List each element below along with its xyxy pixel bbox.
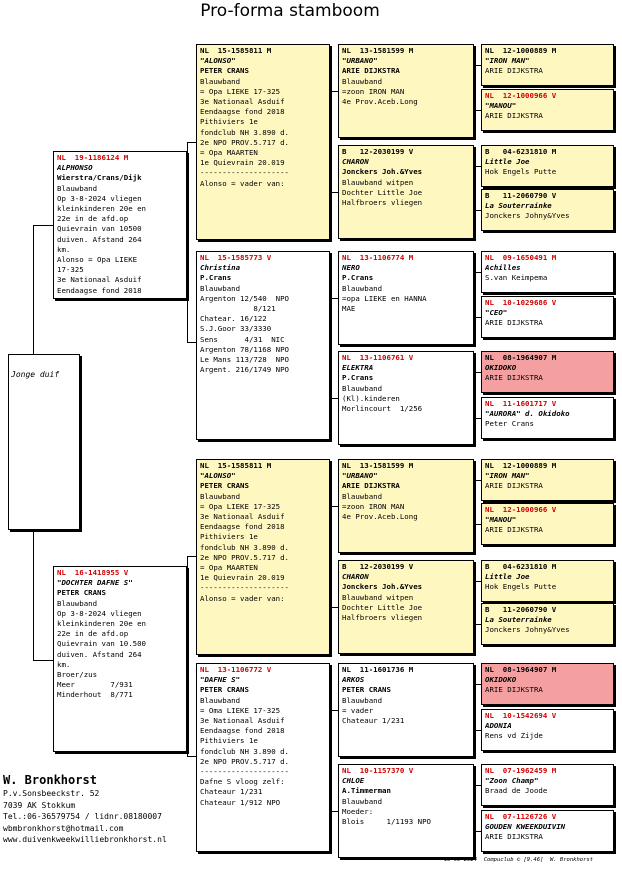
connector-line: [33, 660, 53, 661]
ring-number: NL 12-1000889 M: [485, 46, 557, 55]
connector-line: [475, 317, 481, 318]
pedigree-line: ADONIA: [485, 721, 512, 731]
pedigree-line: Blauwband: [342, 796, 383, 806]
pedigree-line: "MANOU": [485, 515, 517, 525]
pedigree-line: ARKOS: [342, 675, 365, 685]
ring-number: B 11-2060790 V: [485, 191, 557, 200]
connector-line: [475, 418, 481, 419]
ring-number: NL 08-1964907 M: [485, 665, 557, 674]
ring-number: NL 16-1418955 V: [57, 568, 129, 577]
pedigree-line: = vader: [342, 705, 374, 715]
pedigree-line: km.: [57, 659, 71, 669]
pedigree-line: ARIE DIJKSTRA: [485, 373, 543, 383]
pedigree-line: NERO: [342, 263, 360, 273]
ancestors-box: [481, 764, 614, 806]
connector-line: [475, 730, 481, 731]
parents-box: [53, 151, 187, 299]
ring-number: NL 08-1964907 M: [485, 353, 557, 362]
pedigree-line: Pithiviers 1e: [200, 532, 258, 542]
pedigree-line: Blauwband: [342, 695, 383, 705]
pedigree-line: Blauwband witpen: [342, 177, 414, 187]
connector-line: [187, 756, 196, 757]
pedigree-line: Little Joe: [485, 157, 530, 167]
connector-line: [331, 298, 338, 299]
connector-line: [475, 166, 476, 211]
page-title: Pro-forma stamboom: [200, 1, 380, 21]
connector-line: [475, 372, 481, 373]
pedigree-line: Jonckers Joh.&Yves: [342, 582, 423, 592]
ring-number: NL 13-1106761 V: [342, 353, 414, 362]
greatgrandparents-box: [338, 663, 474, 757]
pedigree-line: = Opa LIEKE 17-325: [200, 86, 281, 96]
pedigree-line: Pithiviers 1e: [200, 736, 258, 746]
pedigree-line: = Oma LIEKE 17-325: [200, 705, 281, 715]
pedigree-line: 2e NPO PROV.5.717 d.: [200, 756, 289, 766]
pedigree-line: ARIE DIJKSTRA: [342, 66, 400, 76]
ring-number: B 12-2030199 V: [342, 147, 414, 156]
pedigree-line: Alonso = vader van:: [200, 593, 285, 603]
ring-number: NL 15-1585773 V: [200, 253, 272, 262]
pedigree-line: Braad de Joode: [485, 786, 548, 796]
ring-number: NL 12-1000889 M: [485, 461, 557, 470]
pedigree-line: "DOCHTER DAFNE S": [57, 578, 133, 588]
ancestors-box: [481, 251, 614, 293]
pedigree-line: ARIE DIJKSTRA: [485, 685, 543, 695]
pedigree-line: Dochter Little Joe: [342, 602, 423, 612]
pedigree-line: ARIE DIJKSTRA: [485, 66, 543, 76]
pedigree-line: "IRON MAN": [485, 471, 530, 481]
ring-number: NL 13-1106774 M: [342, 253, 414, 262]
connector-line: [475, 684, 476, 731]
connector-line: [475, 272, 481, 273]
pedigree-line: Blauwband: [57, 598, 98, 608]
pedigree-line: 3e Nationaal Asduif: [200, 97, 285, 107]
ancestors-box: [481, 560, 614, 602]
pedigree-line: A.Timmerman: [342, 786, 391, 796]
pedigree-line: PETER CRANS: [200, 685, 249, 695]
pedigree-line: --------------------: [200, 767, 289, 777]
ring-number: NL 07-1126726 V: [485, 812, 557, 821]
owner-line: 7039 AK Stokkum: [3, 800, 76, 810]
owner-line: www.duivenkweekwilliebronkhorst.nl: [3, 835, 167, 844]
pedigree-line: Little Joe: [485, 572, 530, 582]
pedigree-line: Le Mans 113/728 NPO: [200, 355, 289, 365]
connector-line: [187, 342, 196, 343]
pedigree-line: OKIDOKO: [485, 675, 517, 685]
pedigree-line: "URBANO": [342, 471, 378, 481]
pedigree-line: Chateaur 1/231: [200, 787, 263, 797]
pedigree-line: Eendaagse fond 2018: [57, 285, 142, 295]
grandparents-box: [196, 459, 330, 655]
connector-line: [331, 811, 338, 812]
pedigree-line: Sens 4/31 NIC: [200, 334, 285, 344]
pedigree-line: duiven. Afstand 264: [57, 234, 142, 244]
pedigree-line: "AURORA" d. Okidoko: [485, 409, 570, 419]
pedigree-line: ARIE DIJKSTRA: [342, 481, 400, 491]
connector-line: [187, 142, 196, 143]
pedigree-line: =opa LIEKE en HANNA: [342, 293, 427, 303]
ring-number: B 04-6231810 M: [485, 562, 557, 571]
connector-line: [475, 480, 476, 525]
pedigree-line: Blauwband: [200, 695, 241, 705]
pedigree-line: 2e NPO PROV.5.717 d.: [200, 552, 289, 562]
pedigree-line: Eendaagse fond 2018: [200, 107, 285, 117]
pedigree-line: Blauwband: [57, 183, 98, 193]
connector-line: [475, 210, 481, 211]
connector-line: [187, 142, 188, 342]
pedigree-line: 3e Nationaal Asduif: [200, 716, 285, 726]
pedigree-line: Christina: [200, 263, 241, 273]
pedigree-line: Broer/zus: [57, 670, 98, 680]
greatgrandparents-box: [338, 145, 474, 239]
pedigree-line: = Opa MAARTEN: [200, 148, 258, 158]
pedigree-line: La Souterrainke: [485, 615, 552, 625]
pedigree-line: = Opa MAARTEN: [200, 563, 258, 573]
pedigree-line: S.J.Goor 33/3330: [200, 324, 272, 334]
owner-line: wbmbronkhorst@hotmail.com: [3, 823, 124, 833]
connector-line: [187, 556, 196, 557]
pedigree-line: 8/121: [200, 304, 276, 314]
connector-line: [331, 506, 338, 507]
pedigree-line: Blauwband: [342, 76, 383, 86]
pedigree-line: =zoon IRON MAN: [342, 501, 405, 511]
pedigree-line: 17-325: [57, 265, 84, 275]
connector-line: [187, 556, 188, 756]
pedigree-line: Hok Engels Putte: [485, 582, 557, 592]
connector-line: [475, 65, 476, 111]
pedigree-line: --------------------: [200, 168, 289, 178]
connector-line: [475, 110, 481, 111]
ring-number: NL 13-1581599 M: [342, 46, 414, 55]
ancestors-box: [481, 603, 614, 645]
pedigree-line: Blauwband: [200, 76, 241, 86]
pedigree-line: ELEKTRA: [342, 363, 374, 373]
pedigree-line: Jonckers Johny&Yves: [485, 625, 570, 635]
pedigree-line: Argenton 12/540 NPO: [200, 293, 289, 303]
pedigree-line: "DAFNE S": [200, 675, 241, 685]
ring-number: NL 15-1585811 M: [200, 46, 272, 55]
pedigree-line: P.Crans: [200, 273, 232, 283]
owner-block: [3, 772, 167, 846]
grandparents-box: [196, 663, 330, 852]
pedigree-line: Blauwband: [200, 491, 241, 501]
pedigree-line: duiven. Afstand 264: [57, 649, 142, 659]
pedigree-line: "Zoon Champ": [485, 776, 539, 786]
pedigree-line: --------------------: [200, 583, 289, 593]
pedigree-line: Eendaagse fond 2018: [200, 726, 285, 736]
pedigree-line: Achilles: [485, 263, 521, 273]
pedigree-line: Quievrain van 10500: [57, 224, 142, 234]
pedigree-line: 1e Quievrain 20.019: [200, 573, 285, 583]
pedigree-line: kleinkinderen 20e en: [57, 204, 146, 214]
connector-line: [475, 785, 476, 832]
pedigree-line: Rens vd Zijde: [485, 731, 543, 741]
connector-line: [33, 530, 34, 660]
connector-line: [331, 398, 338, 399]
pedigree-line: kleinkinderen 20e en: [57, 619, 146, 629]
connector-line: [33, 225, 34, 354]
connector-line: [475, 272, 476, 318]
ancestors-box: [481, 663, 614, 705]
subject-box: Jonge duif: [8, 354, 80, 530]
greatgrandparents-box: [338, 251, 474, 345]
owner-line: P.v.Sonsbeeckstr. 52: [3, 789, 100, 798]
pedigree-line: Blauwband: [200, 283, 241, 293]
pedigree-line: 4e Prov.Aceb.Long: [342, 97, 418, 107]
pedigree-line: ARIE DIJKSTRA: [485, 525, 543, 535]
pedigree-line: Op 3-8-2024 vliegen: [57, 608, 142, 618]
grandparents-box: [196, 44, 330, 240]
pedigree-line: 3e Nationaal Asduif: [200, 512, 285, 522]
connector-line: [331, 506, 332, 608]
pedigree-line: Wierstra/Crans/Dijk: [57, 173, 142, 183]
pedigree-line: 4e Prov.Aceb.Long: [342, 512, 418, 522]
ring-number: NL 10-1029686 V: [485, 298, 557, 307]
connector-line: [331, 91, 338, 92]
pedigree-line: Argent. 216/1749 NPO: [200, 365, 289, 375]
pedigree-line: fondclub NH 3.890 d.: [200, 746, 289, 756]
connector-line: [331, 192, 338, 193]
ring-number: NL 15-1585811 M: [200, 461, 272, 470]
pedigree-line: Blauwband witpen: [342, 592, 414, 602]
pedigree-line: MAE: [342, 304, 356, 314]
pedigree-line: ARIE DIJKSTRA: [485, 832, 543, 842]
pedigree-line: P.Crans: [342, 273, 374, 283]
pedigree-line: Peter Crans: [485, 419, 534, 429]
pedigree-line: 3e Nationaal Asduif: [57, 275, 142, 285]
pedigree-line: PETER CRANS: [200, 481, 249, 491]
pedigree-line: Pithiviers 1e: [200, 117, 258, 127]
greatgrandparents-box: [338, 44, 474, 138]
connector-line: [475, 166, 481, 167]
connector-line: [331, 710, 338, 711]
connector-line: [475, 372, 476, 419]
pedigree-line: Chatear. 16/122: [200, 314, 267, 324]
pedigree-line: (Kl).kinderen: [342, 393, 400, 403]
pedigree-line: P.Crans: [342, 373, 374, 383]
ring-number: B 12-2030199 V: [342, 562, 414, 571]
pedigree-line: "MANOU": [485, 101, 517, 111]
pedigree-line: "URBANO": [342, 56, 378, 66]
ancestors-box: [481, 709, 614, 751]
pedigree-line: Alonso = Opa LIEKE: [57, 255, 138, 265]
pedigree-line: Jonckers Joh.&Yves: [342, 167, 423, 177]
pedigree-line: ARIE DIJKSTRA: [485, 318, 543, 328]
pedigree-line: Blauwband: [342, 491, 383, 501]
pedigree-line: Argenton 78/1168 NPO: [200, 344, 289, 354]
owner-line: Tel.:06-36579754 / lidnr.08180007: [3, 812, 162, 821]
ancestors-box: [481, 44, 614, 86]
pedigree-line: =zoon IRON MAN: [342, 86, 405, 96]
pedigree-line: Blauwband: [342, 383, 383, 393]
pedigree-line: CHLOE: [342, 776, 365, 786]
pedigree-line: PETER CRANS: [342, 685, 391, 695]
ancestors-box: [481, 296, 614, 338]
greatgrandparents-box: [338, 764, 474, 858]
ring-number: NL 12-1000966 V: [485, 505, 557, 514]
pedigree-line: fondclub NH 3.890 d.: [200, 127, 289, 137]
pedigree-line: CHARON: [342, 157, 369, 167]
pedigree-line: 2e NPO PROV.5.717 d.: [200, 137, 289, 147]
pedigree-line: "ALONSO": [200, 471, 236, 481]
connector-line: [331, 91, 332, 193]
ring-number: NL 13-1581599 M: [342, 461, 414, 470]
ancestors-box: [481, 189, 614, 231]
connector-line: [475, 581, 481, 582]
pedigree-line: La Souterrainke: [485, 201, 552, 211]
connector-line: [331, 298, 332, 399]
pedigree-line: "ALONSO": [200, 56, 236, 66]
ancestors-box: [481, 459, 614, 501]
connector-line: [475, 480, 481, 481]
pedigree-line: Alonso = vader van:: [200, 178, 285, 188]
pedigree-line: PETER CRANS: [200, 66, 249, 76]
ring-number: B 11-2060790 V: [485, 605, 557, 614]
owner-name: W. Bronkhorst: [3, 773, 97, 787]
connector-line: [331, 710, 332, 812]
pedigree-line: Moeder:: [342, 806, 374, 816]
pedigree-line: 22e in de afd.op: [57, 214, 129, 224]
pedigree-line: Quievrain van 10.500: [57, 639, 146, 649]
connector-line: [475, 831, 481, 832]
ring-number: NL 09-1650491 M: [485, 253, 557, 262]
ring-number: NL 12-1000966 V: [485, 91, 557, 100]
pedigree-line: PETER CRANS: [57, 588, 106, 598]
pedigree-line: fondclub NH 3.890 d.: [200, 542, 289, 552]
pedigree-line: ARIE DIJKSTRA: [485, 111, 543, 121]
connector-line: [331, 607, 338, 608]
connector-line: [475, 65, 481, 66]
pedigree-line: Hok Engels Putte: [485, 167, 557, 177]
pedigree-line: = Opa LIEKE 17-325: [200, 501, 281, 511]
pedigree-line: Dafne S vloog zelf:: [200, 777, 285, 787]
grandparents-box: [196, 251, 330, 440]
pedigree-line: ARIE DIJKSTRA: [485, 481, 543, 491]
pedigree-line: 1e Quievrain 20.019: [200, 158, 285, 168]
pedigree-line: "IRON MAN": [485, 56, 530, 66]
ring-number: NL 19-1186124 M: [57, 153, 129, 162]
pedigree-line: Morlincourt 1/256: [342, 404, 423, 414]
greatgrandparents-box: [338, 560, 474, 654]
pedigree-line: Chateaur 1/231: [342, 716, 405, 726]
parents-box: [53, 566, 187, 752]
pedigree-line: CHARON: [342, 572, 369, 582]
ancestors-box: [481, 351, 614, 393]
greatgrandparents-box: [338, 459, 474, 553]
ring-number: NL 11-1601736 M: [342, 665, 414, 674]
connector-line: [475, 684, 481, 685]
ring-number: B 04-6231810 M: [485, 147, 557, 156]
pedigree-line: Meer 7/931: [57, 680, 133, 690]
pedigree-line: Dochter Little Joe: [342, 187, 423, 197]
pedigree-line: Eendaagse fond 2018: [200, 522, 285, 532]
pedigree-line: Op 3-8-2024 vliegen: [57, 193, 142, 203]
pedigree-line: Blois 1/1193 NPO: [342, 817, 431, 827]
ancestors-box: [481, 397, 614, 439]
ancestors-box: [481, 503, 614, 545]
pedigree-line: Halfbroers vliegen: [342, 198, 423, 208]
ancestors-box: [481, 810, 614, 852]
pedigree-line: Blauwband: [342, 283, 383, 293]
pedigree-line: OKIDOKO: [485, 363, 517, 373]
ring-number: NL 13-1106772 V: [200, 665, 272, 674]
pedigree-line: Minderhout 8/771: [57, 690, 133, 700]
ring-number: NL 10-1157370 V: [342, 766, 414, 775]
pedigree-line: Chateaur 1/912 NPO: [200, 797, 281, 807]
ancestors-box: [481, 89, 614, 131]
connector-line: [475, 524, 481, 525]
pedigree-line: Halfbroers vliegen: [342, 613, 423, 623]
pedigree-line: 22e in de afd.op: [57, 629, 129, 639]
greatgrandparents-box: [338, 351, 474, 445]
pedigree-line: Jonckers Johny&Yves: [485, 211, 570, 221]
ring-number: NL 11-1601717 V: [485, 399, 557, 408]
pedigree-line: GOUDEN KWEEKDUIVIN: [485, 822, 566, 832]
connector-line: [475, 785, 481, 786]
connector-line: [475, 624, 481, 625]
ring-number: NL 07-1962459 M: [485, 766, 557, 775]
footer-text: 15-09-2024 Compuclub © [9.46] W. Bronkhorst: [444, 857, 594, 863]
pedigree-line: "CEO": [485, 308, 508, 318]
pedigree-line: ALPHONSO: [57, 163, 93, 173]
connector-line: [475, 581, 476, 625]
connector-line: [33, 225, 53, 226]
ring-number: NL 10-1542694 V: [485, 711, 557, 720]
pedigree-line: km.: [57, 244, 71, 254]
ancestors-box: [481, 145, 614, 187]
pedigree-line: S.van Keimpema: [485, 273, 548, 283]
